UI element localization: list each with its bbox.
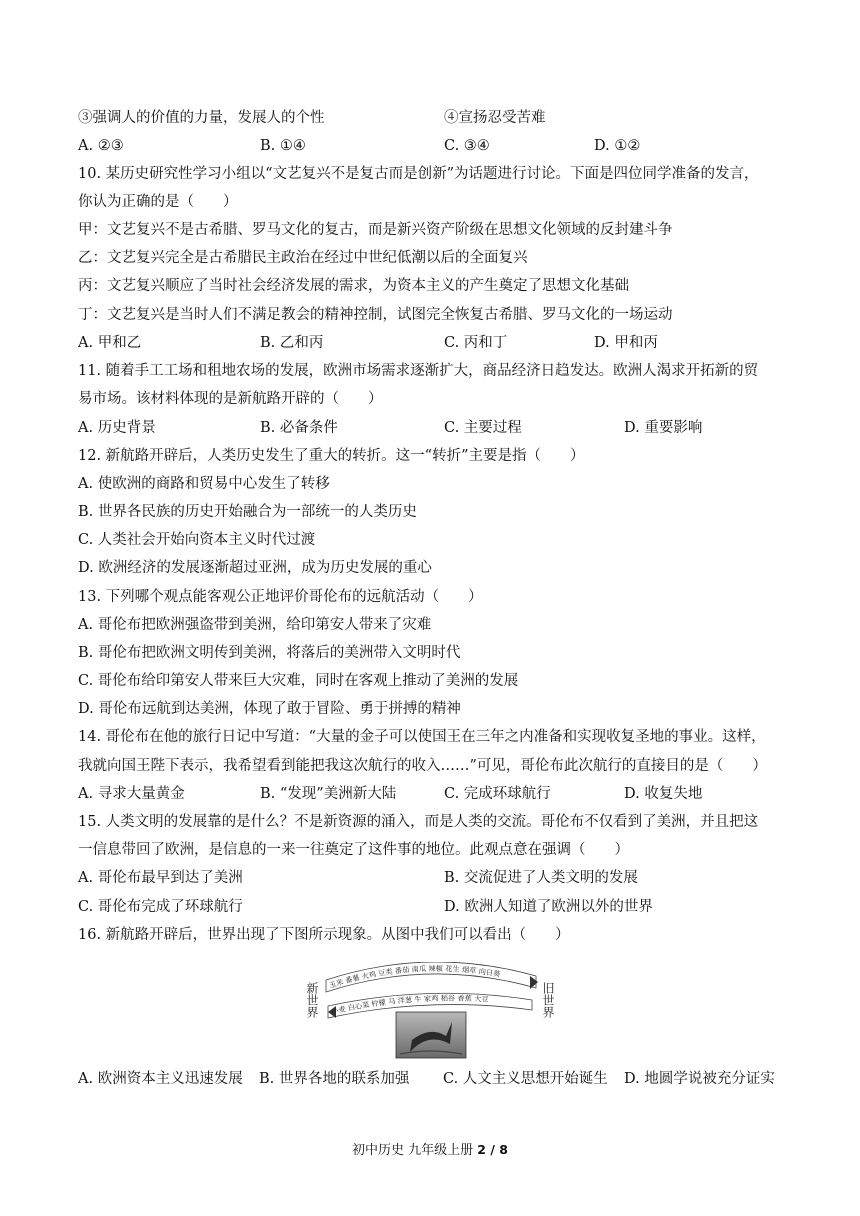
q12-stem: 12. 新航路开辟后，人类历史发生了重大的转折。这一“转折”主要是指（ ） (78, 448, 585, 464)
q13-stem: 13. 下列哪个观点能客观公正地评价哥伦布的远航活动（ ） (78, 589, 483, 605)
q10-bing: 丙：文艺复兴顺应了当时社会经济发展的需求，为资本主义的产生奠定了思想文化基础 (78, 278, 629, 294)
lower-arc-text: 小麦 白心菜 柠檬 马 洋葱 牛 家鸡 稻谷 香蕉 大豆 (330, 993, 489, 1016)
option-c: C. 主要过程 (444, 420, 522, 436)
statement-3: ③强调人的价值的力量，发展人的个性 (78, 110, 325, 126)
page-footer (0, 1141, 860, 1160)
option-c: C. 人文主义思想开始诞生 (443, 1071, 608, 1087)
option-a: A. 哥伦布最早到达了美洲 (78, 870, 243, 886)
q13-option-d: D. 哥伦布远航到达美洲，体现了敢于冒险、勇于拼搏的精神 (78, 701, 461, 717)
q12-option-c: C. 人类社会开始向资本主义时代过渡 (78, 532, 316, 548)
upper-arc-text: 玉米 番薯 火鸡 豆类 番茄 南瓜 辣椒 花生 烟草 向日葵 (327, 963, 502, 990)
q12-option-d: D. 欧洲经济的发展逐渐超过亚洲，成为历史发展的重心 (78, 560, 432, 576)
option-d: D. 重要影响 (624, 420, 703, 436)
q13-option-b: B. 哥伦布把欧洲文明传到美洲，将落后的美洲带入文明时代 (78, 645, 461, 661)
option-a: A. 欧洲资本主义迅速发展 (78, 1071, 243, 1087)
q16-stem: 16. 新航路开辟后，世界出现了下图所示现象。从图中我们可以看出（ ） (78, 927, 570, 943)
new-world-label: 新世界 (305, 982, 319, 1018)
option-c: C. ③④ (444, 138, 490, 154)
statement-4: ④宣扬忍受苦难 (444, 110, 546, 126)
q13-option-c: C. 哥伦布给印第安人带来巨大灾难，同时在客观上推动了美洲的发展 (78, 673, 519, 689)
q10-jia: 甲：文艺复兴不是古希腊、罗马文化的复古，而是新兴资产阶级在思想文化领域的反封建斗争 (78, 222, 673, 238)
q13-option-a: A. 哥伦布把欧洲强盗带到美洲，给印第安人带来了灾难 (78, 617, 432, 633)
q12-option-b: B. 世界各民族的历史开始融合为一部统一的人类历史 (78, 504, 417, 520)
option-b: B. 乙和丙 (260, 335, 324, 351)
option-b: B. 交流促进了人类文明的发展 (444, 870, 638, 886)
old-world-label: 旧世界 (541, 982, 555, 1018)
option-a: A. 甲和乙 (78, 335, 142, 351)
page-number: 2 / 8 (477, 1142, 508, 1157)
q15-stem-1: 15. 人类文明的发展靠的是什么？不是新资源的涌入，而是人类的交流。哥伦布不仅看到了美洲，并且把这 (78, 814, 759, 830)
q14-stem-1: 14. 哥伦布在他的旅行日记中写道：“大量的金子可以使国王在三年之内准备和实现收复圣地的事业。这样， (78, 729, 766, 745)
option-b: B. ①④ (260, 138, 306, 154)
q10-stem-2: 你认为正确的是（ ） (78, 194, 238, 210)
option-c: C. 丙和丁 (444, 335, 508, 351)
q10-yi: 乙：文艺复兴完全是古希腊民主政治在经过中世纪低潮以后的全面复兴 (78, 250, 528, 266)
option-b: B. 世界各地的联系加强 (259, 1071, 410, 1087)
q11-stem-2: 易市场。该材料体现的是新航路开辟的（ ） (78, 391, 383, 407)
q14-stem-2: 我就向国王陛下表示，我希望看到能把我这次航行的收入……”可见，哥伦布此次航行的直接目的是（ ） (78, 758, 767, 774)
footer-text: 初中历史 九年级上册 (352, 1143, 478, 1158)
columbian-exchange-figure (300, 962, 560, 1062)
q10-ding: 丁：文艺复兴是当时人们不满足教会的精神控制，试图完全恢复古希腊、罗马文化的一场运动 (78, 307, 673, 323)
option-c: C. 完成环球航行 (444, 786, 551, 802)
option-c: C. 哥伦布完成了环球航行 (78, 899, 243, 915)
option-d: D. 地圆学说被充分证实 (624, 1071, 775, 1087)
q10-stem-1: 10. 某历史研究性学习小组以“文艺复兴不是复古而是创新”为话题进行讨论。下面是四位同学准备的发言， (78, 166, 759, 182)
q12-option-a: A. 使欧洲的商路和贸易中心发生了转移 (78, 476, 330, 492)
option-d: D. 甲和丙 (594, 335, 658, 351)
option-a: A. 历史背景 (78, 420, 156, 436)
option-b: B. 必备条件 (260, 420, 338, 436)
option-b: B. “发现”美洲新大陆 (260, 786, 397, 802)
option-a: A. 寻求大量黄金 (78, 786, 185, 802)
option-d: D. 收复失地 (624, 786, 703, 802)
option-a: A. ②③ (78, 138, 124, 154)
q15-stem-2: 一信息带回了欧洲，是信息的一来一往奠定了这件事的地位。此观点意在强调（ ） (78, 842, 629, 858)
option-d: D. ①② (594, 138, 641, 154)
option-d: D. 欧洲人知道了欧洲以外的世界 (444, 899, 653, 915)
q11-stem-1: 11. 随着手工工场和租地农场的发展，欧洲市场需求逐渐扩大，商品经济日趋发达。欧洲人渴求开拓新的贸 (78, 363, 759, 379)
